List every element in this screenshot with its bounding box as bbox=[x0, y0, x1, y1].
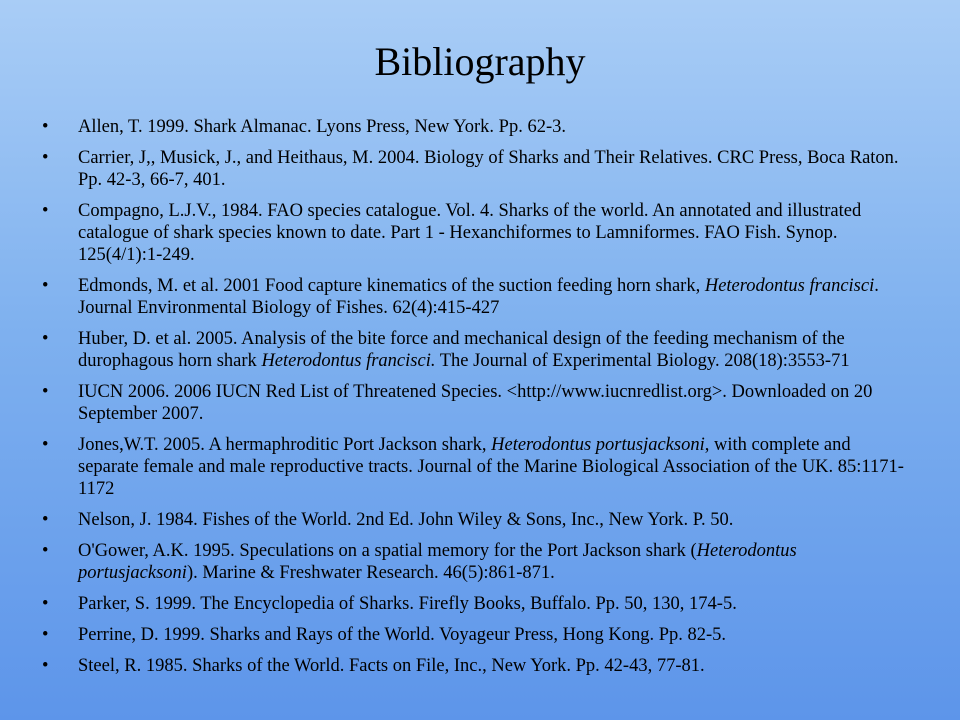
reference-text bbox=[78, 435, 904, 499]
reference-text-part: ). Marine & Freshwater Research. 46(5):861-871. bbox=[186, 563, 555, 583]
reference-item bbox=[42, 275, 914, 319]
reference-text bbox=[78, 656, 705, 676]
bullet-icon: • bbox=[42, 625, 49, 645]
reference-text-part: Nelson, J. 1984. Fishes of the World. 2nd Ed. John Wiley & Sons, Inc., New York. P. 50. bbox=[78, 510, 734, 530]
reference-text bbox=[78, 117, 566, 137]
reference-text-part: , with complete and separate female and male reproductive tracts. Journal of the Marine Biological Association of the UK. 85:1171-1172 bbox=[78, 435, 904, 499]
reference-text-part: Parker, S. 1999. The Encyclopedia of Sharks. Firefly Books, Buffalo. Pp. 50, 130, 174-5. bbox=[78, 594, 737, 614]
page-title: Bibliography bbox=[374, 39, 586, 84]
reference-text-part: The Journal of Experimental Biology. 208(18):3553-71 bbox=[435, 351, 850, 371]
bullet-icon: • bbox=[42, 594, 49, 614]
reference-item bbox=[42, 328, 914, 372]
bullet-icon: • bbox=[42, 435, 49, 455]
reference-text-part: IUCN 2006. 2006 IUCN Red List of Threatened Species. <http://www.iucnredlist.org>. Downloaded on 20 September 2007. bbox=[78, 382, 873, 424]
reference-text bbox=[78, 625, 726, 645]
reference-item bbox=[42, 116, 914, 138]
species-name: Heterodontus francisci. bbox=[261, 351, 436, 371]
reference-item bbox=[42, 147, 914, 191]
species-name: Heterodontus portusjacksoni bbox=[491, 435, 705, 455]
reference-text-part: Steel, R. 1985. Sharks of the World. Facts on File, Inc., New York. Pp. 42-43, 77-81. bbox=[78, 656, 705, 676]
bullet-icon: • bbox=[42, 329, 49, 349]
bullet-icon: • bbox=[42, 382, 49, 402]
reference-text bbox=[78, 382, 872, 424]
reference-item bbox=[42, 200, 914, 266]
bullet-icon: • bbox=[42, 148, 49, 168]
bullet-icon: • bbox=[42, 510, 49, 530]
reference-text-part: . Journal Environmental Biology of Fishes. 62(4):415-427 bbox=[78, 276, 879, 318]
reference-text bbox=[78, 148, 899, 190]
reference-text bbox=[78, 541, 797, 583]
reference-item bbox=[42, 434, 914, 500]
reference-item bbox=[42, 655, 914, 677]
reference-item bbox=[42, 381, 914, 425]
reference-text bbox=[78, 329, 850, 371]
reference-text bbox=[78, 594, 737, 614]
reference-text-part: Huber, D. et al. 2005. Analysis of the bite force and mechanical design of the feeding mechanism of the durophagous horn shark bbox=[78, 329, 845, 371]
reference-text bbox=[78, 201, 861, 265]
reference-item bbox=[42, 509, 914, 531]
reference-text-part: Perrine, D. 1999. Sharks and Rays of the World. Voyageur Press, Hong Kong. Pp. 82-5. bbox=[78, 625, 727, 645]
reference-text bbox=[78, 510, 733, 530]
reference-item bbox=[42, 624, 914, 646]
reference-item bbox=[42, 540, 914, 584]
reference-text bbox=[78, 276, 879, 318]
bullet-icon: • bbox=[42, 276, 49, 296]
reference-text-part: Carrier, J,, Musick, J., and Heithaus, M. 2004. Biology of Sharks and Their Relatives. CRC Press, Boca Raton. Pp. 42-3, 66-7, 401. bbox=[78, 148, 899, 190]
species-name: Heterodontus francisci bbox=[704, 276, 875, 296]
reference-text-part: Allen, T. 1999. Shark Almanac. Lyons Press, New York. Pp. 62-3. bbox=[78, 117, 567, 137]
species-name: Heterodontus portusjacksoni bbox=[78, 541, 797, 583]
bullet-icon: • bbox=[42, 201, 49, 221]
bullet-icon: • bbox=[42, 541, 49, 561]
bullet-icon: • bbox=[42, 656, 49, 676]
reference-text-part: Edmonds, M. et al. 2001 Food capture kinematics of the suction feeding horn shark, bbox=[78, 276, 705, 296]
bullet-icon: • bbox=[42, 117, 49, 137]
reference-item bbox=[42, 593, 914, 615]
reference-text-part: O'Gower, A.K. 1995. Speculations on a spatial memory for the Port Jackson shark ( bbox=[78, 541, 697, 561]
bibliography-list bbox=[42, 116, 914, 686]
reference-text-part: Compagno, L.J.V., 1984. FAO species catalogue. Vol. 4. Sharks of the world. An annotated and illustrated catalogue of shark species known to date. Part 1 - Hexanchiformes to Lamniformes. FAO Fish. Synop. 125(4/1):1-249. bbox=[78, 201, 862, 265]
reference-text-part: Jones,W.T. 2005. A hermaphroditic Port Jackson shark, bbox=[78, 435, 492, 455]
